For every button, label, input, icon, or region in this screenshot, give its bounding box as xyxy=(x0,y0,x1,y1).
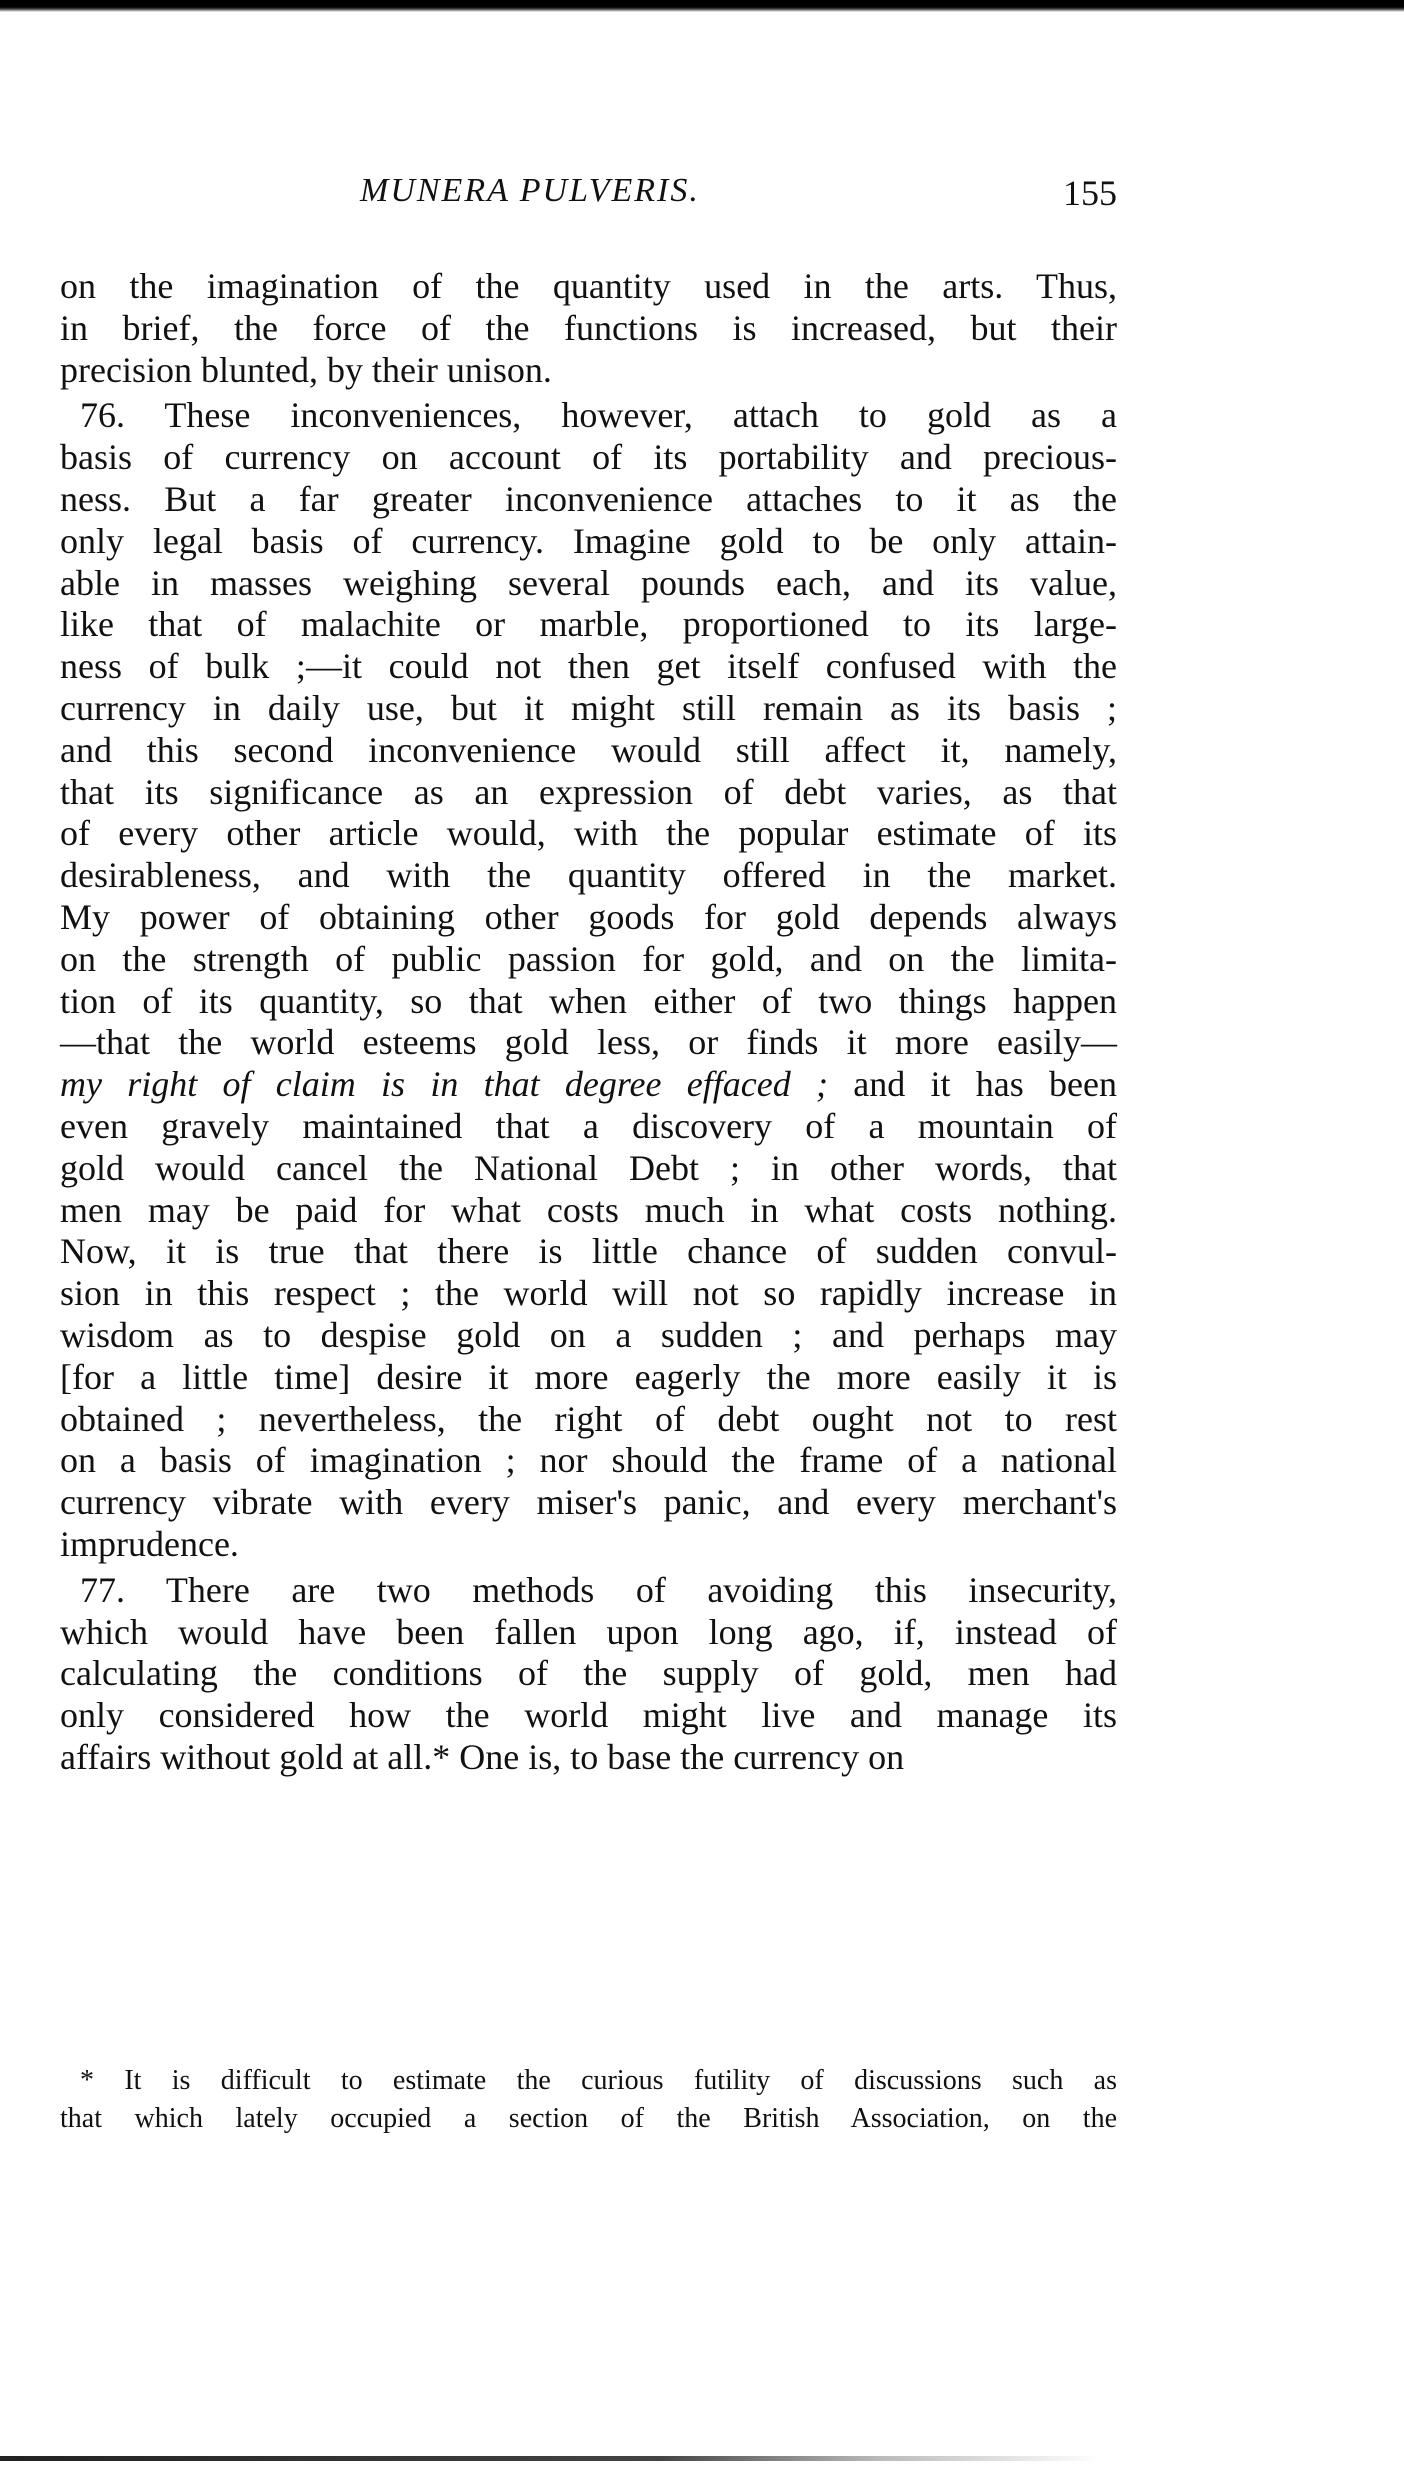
text-line: even gravely maintained that a discovery of a mountain of xyxy=(60,1105,1117,1146)
footnote xyxy=(60,2062,1117,2138)
text-line: men may be paid for what costs much in what costs nothing. xyxy=(60,1189,1117,1230)
text-line: wisdom as to despise gold on a sudden ; and perhaps may xyxy=(60,1314,1117,1355)
page-number: 155 xyxy=(1063,173,1117,213)
text-line xyxy=(60,1064,1117,1106)
text-line: precision blunted, by their unison. xyxy=(60,349,552,390)
text-line: ness. But a far greater inconvenience attaches to it as the xyxy=(60,478,1117,519)
footnote-line: that which lately occupied a section of the British Association, on the xyxy=(60,2103,1117,2134)
text-line: only legal basis of currency. Imagine gold to be only attain- xyxy=(60,520,1117,561)
text-line: in brief, the force of the functions is increased, but their xyxy=(60,307,1117,348)
text-line: ness of bulk ;—it could not then get itself confused with the xyxy=(60,646,1117,687)
text-line: able in masses weighing several pounds each, and its value, xyxy=(60,562,1117,603)
text-line: that its significance as an expression of debt varies, as that xyxy=(60,771,1117,812)
text-line: of every other article would, with the popular estimate of its xyxy=(60,813,1117,854)
text-line: and this second inconvenience would still affect it, namely, xyxy=(60,729,1117,770)
text-line: imprudence. xyxy=(60,1523,239,1564)
text-line: 76. These inconveniences, however, attach to gold as a xyxy=(80,395,1117,436)
text-line: gold would cancel the National Debt ; in other words, that xyxy=(60,1147,1117,1188)
footnote-line: * It is difficult to estimate the curious futility of discussions such as xyxy=(80,2065,1117,2096)
text-line: currency in daily use, but it might still remain as its basis ; xyxy=(60,687,1117,728)
line-rest: and it has been xyxy=(827,1064,1117,1105)
text-line: on a basis of imagination ; nor should the frame of a national xyxy=(60,1440,1117,1481)
text-line: Now, it is true that there is little chance of sudden convul- xyxy=(60,1231,1117,1272)
text-line: My power of obtaining other goods for gold depends always xyxy=(60,896,1117,937)
scan-edge-top xyxy=(0,0,1404,12)
running-title: MUNERA PULVERIS. xyxy=(360,172,700,209)
text-line: tion of its quantity, so that when either of two things happen xyxy=(60,980,1117,1021)
text-line: obtained ; nevertheless, the right of debt ought not to rest xyxy=(60,1398,1117,1439)
page-header xyxy=(60,172,1117,220)
scan-edge-bottom xyxy=(0,2456,1100,2461)
text-line: sion in this respect ; the world will not so rapidly increase in xyxy=(60,1273,1117,1314)
text-line: which would have been fallen upon long ago, if, instead of xyxy=(60,1611,1117,1652)
text-line: only considered how the world might live and manage its xyxy=(60,1695,1117,1736)
text-line: calculating the conditions of the supply of gold, men had xyxy=(60,1653,1117,1694)
text-line: currency vibrate with every miser's panic, and every merchant's xyxy=(60,1482,1117,1523)
body-text xyxy=(60,266,1117,1779)
text-line: on the strength of public passion for gold, and on the limita- xyxy=(60,938,1117,979)
text-line: basis of currency on account of its portability and precious- xyxy=(60,437,1117,478)
text-line: 77. There are two methods of avoiding this insecurity, xyxy=(80,1569,1117,1610)
text-line: affairs without gold at all.* One is, to base the currency on xyxy=(60,1736,905,1777)
text-line: like that of malachite or marble, proportioned to its large- xyxy=(60,604,1117,645)
text-line: —that the world esteems gold less, or finds it more easily— xyxy=(60,1022,1117,1063)
italic-phrase: my right of claim is in that degree effaced ; xyxy=(60,1064,828,1105)
text-line: on the imagination of the quantity used in the arts. Thus, xyxy=(60,266,1117,306)
text-line: desirableness, and with the quantity offered in the market. xyxy=(60,855,1117,896)
text-line: [for a little time] desire it more eagerly the more easily it is xyxy=(60,1356,1117,1397)
